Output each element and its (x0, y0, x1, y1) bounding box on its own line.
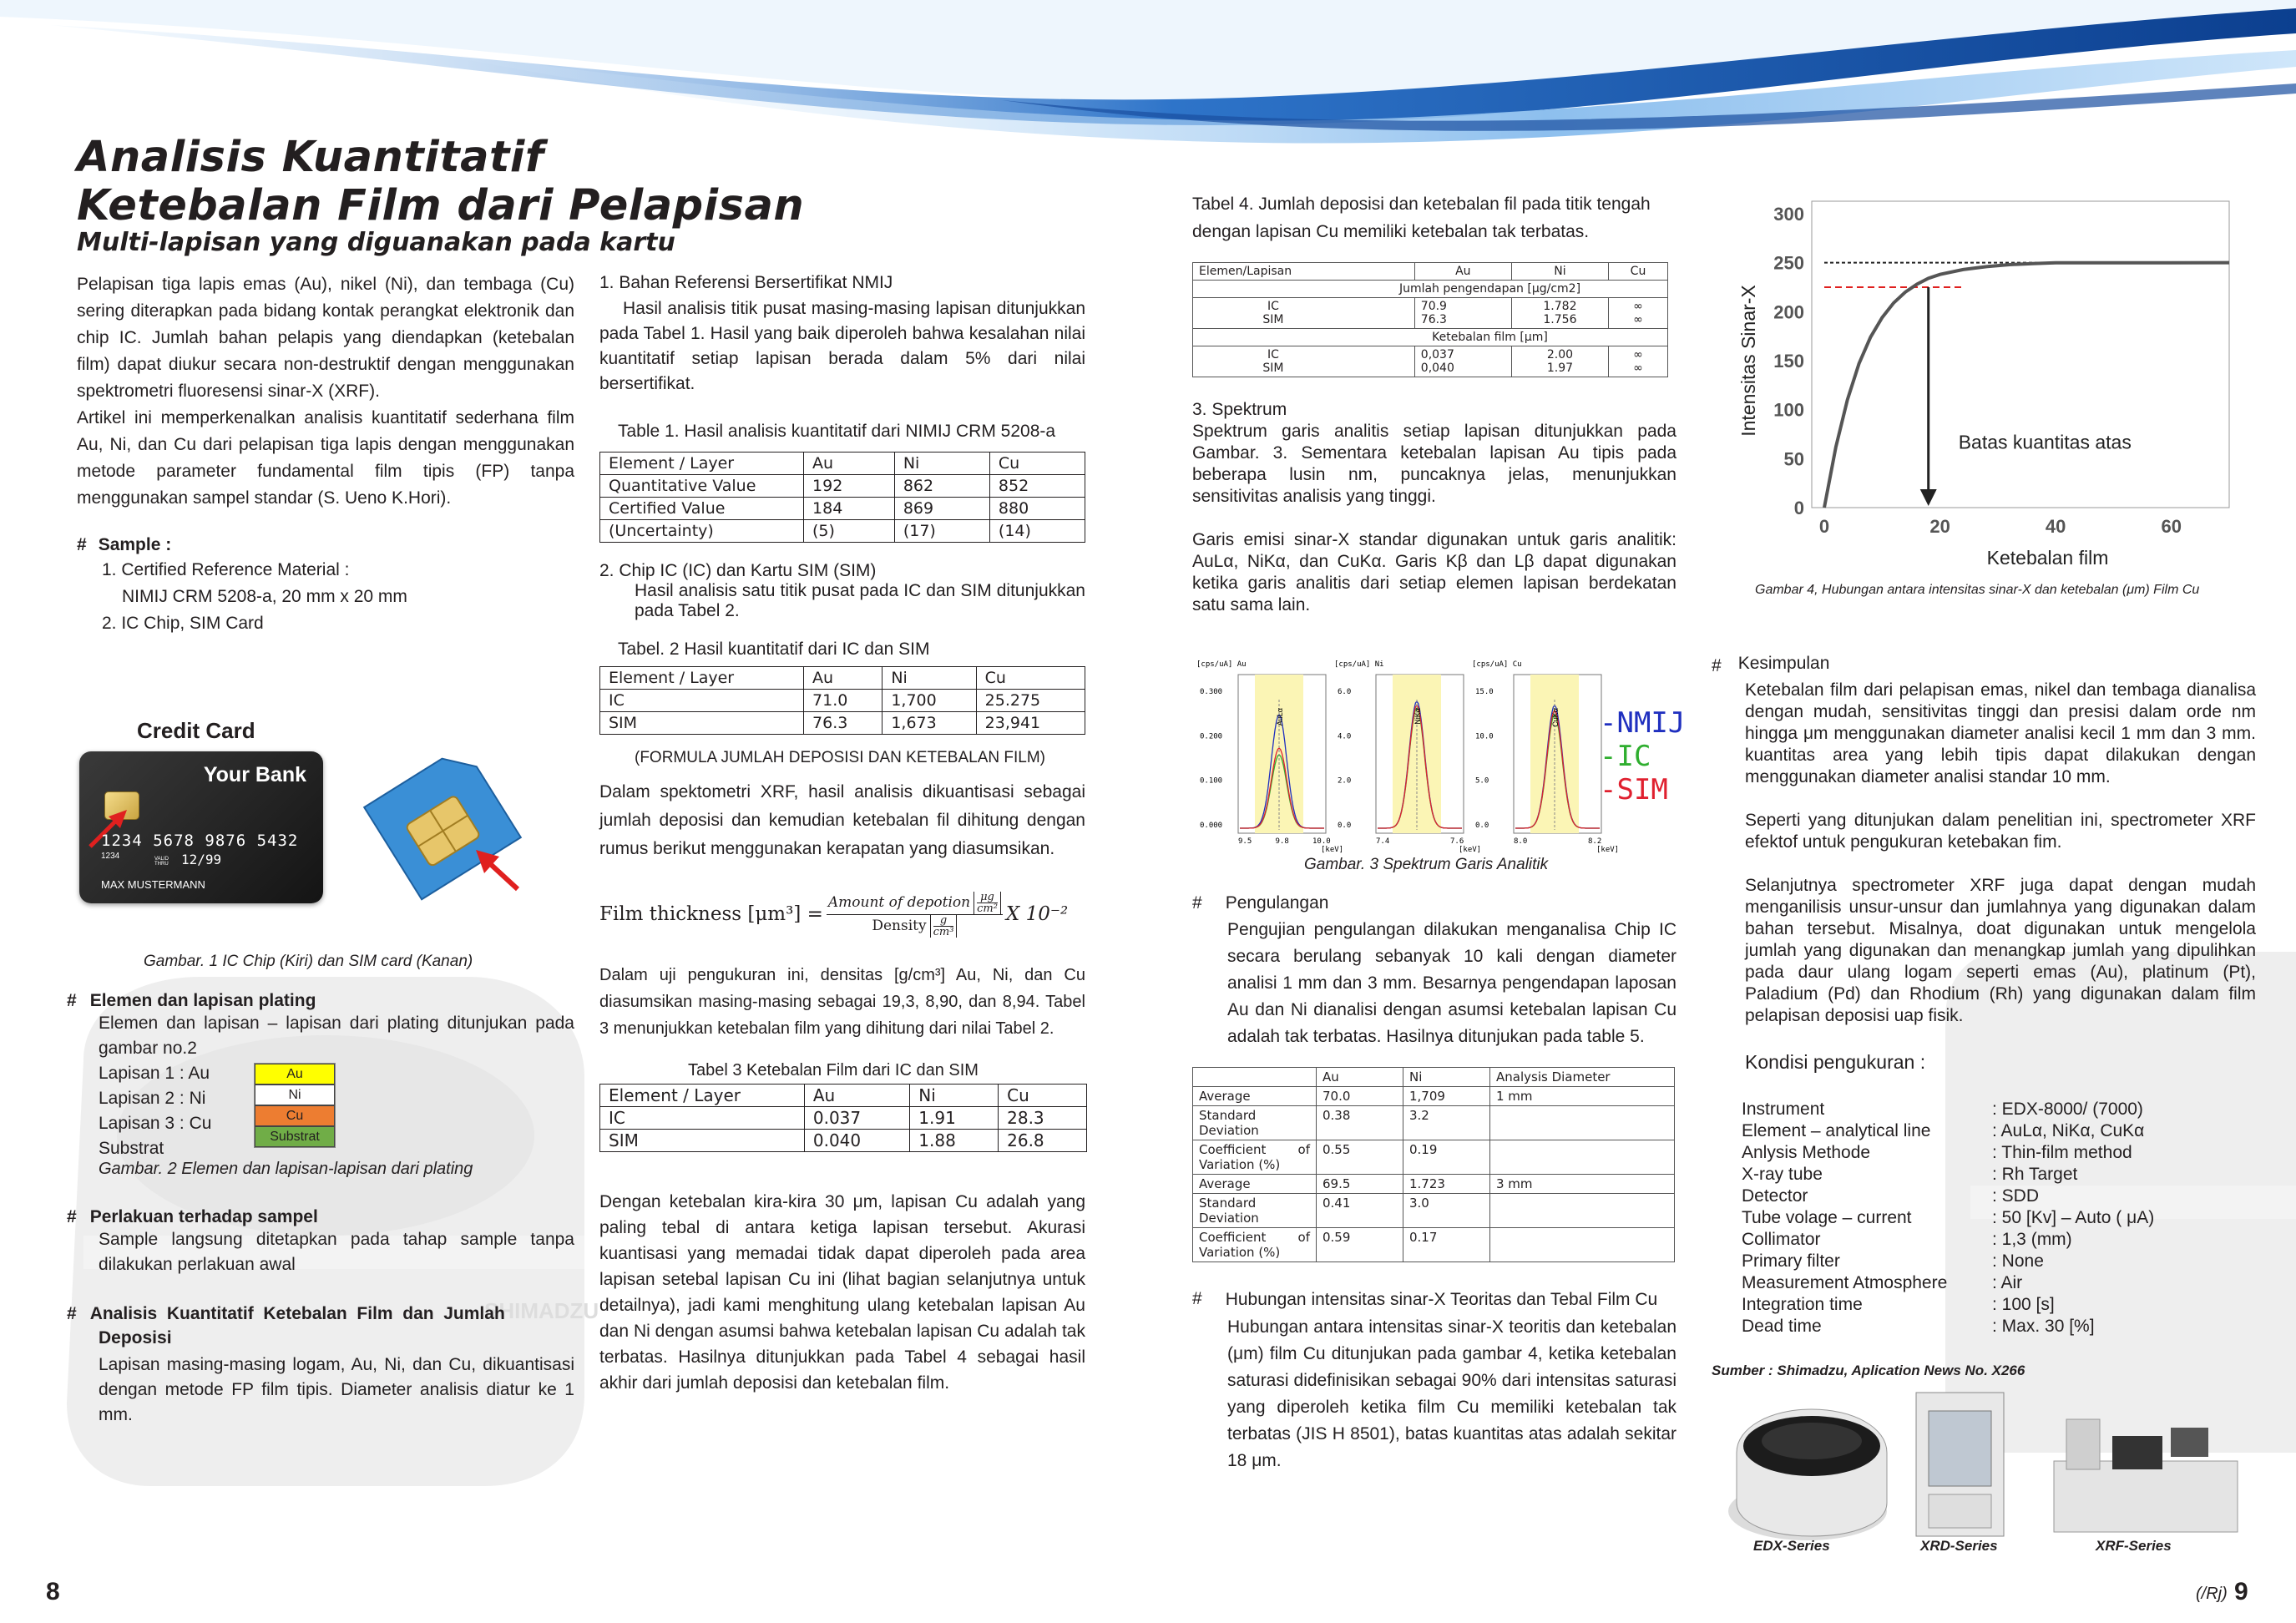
hubungan-text: Hubungan antara intensitas sinar-X teoritis dan ketebalan (μm) film Cu ditunjukan pada gambar 4, ketika ketebalan saturasi didefinisikan sebagai 90% dari intensitas saturasi yang diperoleh ketika film Cu memiliki ketebalan tak terbatas (JIS H 8501), batas kuantitas atas adalah sekitar 18 μm. (1227, 1317, 1676, 1470)
kondisi-row (1742, 1229, 2256, 1251)
table-4-cell (1193, 346, 1415, 377)
layer-label: Lapisan 1 : Au (99, 1064, 210, 1083)
kondisi-row (1742, 1164, 2256, 1186)
spektrum-heading: 3. Spektrum (1192, 400, 1287, 419)
spectrum-x-unit: [keV] (1321, 846, 1344, 854)
table-1-cell: 184 (804, 498, 895, 520)
table-4-value: 1.782 (1543, 300, 1577, 313)
author-tag: (/Rj) (2196, 1585, 2228, 1603)
table-5-cell: 1.723 (1403, 1175, 1490, 1194)
table-2-cell: Au (804, 667, 882, 690)
table-1-cell: 869 (894, 498, 989, 520)
chart-x-tick: 40 (2045, 516, 2066, 537)
table-1-row (600, 475, 1085, 498)
intro-paragraph-2: Artikel ini memperkenalkan analisis kuantitatif sederhana film Au, Ni, dan Cu dari pelapisan tiga lapis dengan menggunakan metode parameter fundamental film tipis (FP) tanpa menggunakan sampel standar (S. Ueno K.Hori). (77, 408, 574, 508)
product-label: EDX-Series (1753, 1538, 1830, 1554)
table-5-cell: Coefficient of Variation (%) (1193, 1228, 1317, 1262)
table-4-cell (1609, 346, 1668, 377)
table-5-cell: 1 mm (1490, 1087, 1675, 1106)
table-5-cell: Average (1193, 1175, 1317, 1194)
table-3-cell: 28.3 (999, 1107, 1087, 1130)
kesimpulan-paragraph-1: Ketebalan film dari pelapisan emas, nikel dan tembaga dianalisa dengan mudah, sensitivitas tinggi dan presisi dalam orde nm hingga μm menggunakan diameter analisi kecil 1 mm dan 3 mm. kuantitas area yang lebih tipis dapat dilakukan dengan menggunakan diameter analisi standar 10 mm. (1745, 680, 2256, 786)
table-1-cell: 192 (804, 475, 895, 498)
table-3-cell: SIM (600, 1130, 805, 1152)
kondisi-key: Instrument (1742, 1100, 1825, 1119)
card-bank-name: Your Bank (203, 763, 306, 786)
table-5-row (1193, 1175, 1675, 1194)
kondisi-key: Tube volage – current (1742, 1208, 1912, 1227)
spectrum-y-tick: 0.0 (1338, 822, 1352, 830)
figure-3-caption: Gambar. 3 Spektrum Garis Analitik (1304, 856, 1549, 873)
spectrum-x-tick: 7.4 (1376, 837, 1390, 846)
table-4-value: ∞ (1633, 313, 1643, 326)
pengulangan-heading: Pengulangan (1225, 893, 1329, 913)
table-1 (599, 452, 1085, 543)
table-3-cell: Element / Layer (600, 1085, 805, 1107)
table-5-cell: 3 mm (1490, 1175, 1675, 1194)
elemen-hash: # (67, 991, 77, 1010)
kondisi-value: : EDX-8000/ (7000) (1992, 1100, 2143, 1119)
table-4-value: 1.756 (1543, 313, 1577, 326)
layer-label: Lapisan 2 : Ni (99, 1089, 206, 1108)
table-3-cell: Au (804, 1085, 909, 1107)
kondisi-row (1742, 1142, 2256, 1164)
spectrum-y-tick: 2.0 (1338, 776, 1352, 786)
card-number: 1234 5678 9876 5432 (101, 832, 299, 850)
table-3-row (600, 1130, 1087, 1152)
table-5-cell: 0.19 (1403, 1140, 1490, 1175)
spectra-legend-item: -SIM (1600, 773, 1668, 806)
table-5-cell: 0.17 (1403, 1228, 1490, 1262)
spectra-legend-item: -IC (1600, 740, 1651, 773)
hubungan-heading: Hubungan intensitas sinar-X Teoritas dan Tebal Film Cu (1225, 1290, 1658, 1309)
intro-paragraph-1: Pelapisan tiga lapis emas (Au), nikel (Ni), dan tembaga (Cu) sering diterapkan pada bidang kontak perangkat elektronik dan chip IC. Jumlah bahan pelapis yang diendapkan (ketebalan film) dapat diukur secara non-destruktif dengan menggunakan spektrometri fluoresensi sinar-X (XRF). (77, 275, 574, 401)
product-images (1720, 1386, 2254, 1553)
table-1-row (600, 498, 1085, 520)
table-2-cell: 23,941 (976, 712, 1085, 735)
card-expiry: 12/99 (181, 852, 222, 867)
product-label: XRF-Series (2096, 1538, 2172, 1554)
spectrum-y-tick: 6.0 (1338, 688, 1352, 696)
table-4-value: 76.3 (1420, 313, 1447, 326)
layer-label: Lapisan 3 : Cu (99, 1114, 212, 1133)
figure-4-caption: Gambar 4, Hubungan antara intensitas sinar-X dan ketebalan (μm) Film Cu (1755, 583, 2200, 597)
table-5-row (1193, 1087, 1675, 1106)
table-5-row (1193, 1194, 1675, 1228)
table-4-value: IC (1267, 300, 1279, 313)
sample-heading: Sample : (98, 535, 172, 554)
table-1-cell: (5) (804, 520, 895, 543)
table-1-cell: (Uncertainty) (600, 520, 804, 543)
table-5-cell (1490, 1140, 1675, 1175)
table-1-cell: 880 (989, 498, 1085, 520)
table-1-row (600, 520, 1085, 543)
formula-rhs: X 10⁻² (1005, 903, 1069, 925)
elemen-text: Elemen dan lapisan – lapisan dari plating ditunjukan pada gambar no.2 (99, 1014, 574, 1058)
table-1-cell: 862 (894, 475, 989, 498)
kondisi-row (1742, 1272, 2256, 1294)
credit-card-figure (79, 751, 323, 903)
item-1-heading: 1. Bahan Referensi Bersertifikat NMIJ (599, 273, 893, 292)
table-4-sub-1: Jumlah pengendapan [μg/cm2] (1193, 281, 1668, 298)
spectrum-x-unit: [keV] (1459, 846, 1482, 854)
table-5-cell: Au (1317, 1068, 1403, 1087)
source-line: Sumber : Shimadzu, Aplication News No. X266 (1712, 1363, 2025, 1378)
spectrum-x-tick: 9.8 (1275, 837, 1289, 846)
table-4-value: 0,040 (1420, 362, 1454, 375)
formula-lhs: Film thickness [μm³] = (599, 903, 823, 925)
table-4-cell (1511, 298, 1608, 329)
kondisi-row (1742, 1316, 2256, 1337)
table-3-caption: Tabel 3 Ketebalan Film dari IC dan SIM (688, 1061, 979, 1079)
table-4-value: ∞ (1633, 300, 1643, 313)
sample-hash: # (77, 535, 87, 554)
spectrum-unit: [cps/uA] Au (1196, 660, 1247, 669)
spectrum-y-tick: 0.300 (1200, 688, 1223, 696)
table-5-row (1193, 1140, 1675, 1175)
spectrum-x-tick: 8.2 (1588, 837, 1602, 846)
spectrum-x-tick: 10.0 (1312, 837, 1331, 846)
sample-item-2: 2. IC Chip, SIM Card (102, 614, 264, 633)
spectrum-y-tick: 10.0 (1475, 732, 1494, 741)
table-1-cell: Cu (989, 453, 1085, 475)
table-2-row (600, 690, 1085, 712)
card-holder: MAX MUSTERMANN (101, 878, 205, 891)
chart-x-label: Ketebalan film (1986, 547, 2109, 569)
spectrum-y-tick: 0.000 (1200, 822, 1223, 830)
table-5-cell: 3.0 (1403, 1194, 1490, 1228)
table-1-cell: Ni (894, 453, 989, 475)
kondisi-value: : AuLα, NiKα, CuKα (1992, 1121, 2145, 1140)
table-5-cell: Average (1193, 1087, 1317, 1106)
table-3-cell: 0.037 (804, 1107, 909, 1130)
closing-text: Dengan ketebalan kira-kira 30 μm, lapisan Cu adalah yang paling tebal di antara ketiga lapisan tersebut. Akurasi kuantisasi yang memadai tidak dapat diperoleh pada area lapisan setebal lapisan Cu ini (lihat bagian selanjutnya untuk detailnya), jadi kami menghitung ulang ketebalan lapisan Au dan Ni dengan asumsi bahwa ketebalan lapisan Cu adalah tak terbatas. Hasilnya ditunjukkan pada Tabel 4 sebagai hasil akhir dari jumlah deposisi dan ketebalan film. (599, 1192, 1085, 1393)
table-4-value: ∞ (1633, 348, 1643, 362)
table-5-row (1193, 1228, 1675, 1262)
kondisi-row (1742, 1294, 2256, 1316)
table-5 (1192, 1067, 1675, 1262)
table-4-caption: Tabel 4. Jumlah deposisi dan ketebalan fil pada titik tengah dengan lapisan Cu memiliki ketebalan tak terbatas. (1192, 195, 1651, 241)
chart-x-tick: 0 (1818, 516, 1830, 537)
table-5-header-row (1193, 1068, 1675, 1087)
item-2-text: Hasil analisis satu titik pusat pada IC dan SIM ditunjukkan pada Tabel 2. (635, 581, 1085, 620)
kesimpulan-paragraph-2: Seperti yang ditunjukan dalam penelitian ini, spectrometer XRF efektof untuk pengukuran ketebakan fim. (1745, 811, 2256, 852)
kondisi-key: Anlysis Methode (1742, 1143, 1871, 1162)
sample-item-1-detail: NIMIJ CRM 5208-a, 20 mm x 20 mm (122, 587, 407, 606)
spectrum-peak-label: AuLα (1276, 708, 1284, 726)
kondisi-value: : 100 [s] (1992, 1295, 2055, 1314)
formula-den-unit-top: g (933, 915, 954, 927)
kondisi-value: : None (1992, 1251, 2044, 1271)
analisis-hash: # (67, 1304, 77, 1323)
chart-x-tick: 60 (2161, 516, 2182, 537)
table-5-cell: 0.41 (1317, 1194, 1403, 1228)
table-4-header-cell: Cu (1609, 263, 1668, 281)
kondisi-key: Collimator (1742, 1230, 1821, 1249)
spectrum-y-tick: 15.0 (1475, 688, 1494, 696)
hubungan-hash: # (1192, 1289, 1202, 1308)
pengulangan-text: Pengujian pengulangan dilakukan menganalisa Chip IC secara berulang sebanyak 10 kali dengan diameter analisi 1 mm dan 3 mm. Besarnya pengendapan laposan Au dan Ni dianalisi dengan asumsi ketebalan lapisan Cu adalah tak terbatas. Hasilnya ditunjukan pada table 5. (1227, 920, 1676, 1046)
table-3-cell: Ni (910, 1085, 999, 1107)
page-number-right: 9 (2234, 1578, 2248, 1605)
page-number-left: 8 (46, 1578, 60, 1605)
table-2-cell: Cu (976, 667, 1085, 690)
spectrum-unit: [cps/uA] Cu (1472, 660, 1522, 669)
layer-label: Substrat (99, 1139, 164, 1158)
table-4-cell (1414, 298, 1511, 329)
spectra-legend (1600, 706, 1685, 806)
kesimpulan-hash: # (1712, 656, 1722, 675)
layer-box: Cu (255, 1105, 335, 1126)
product-label: XRD-Series (1920, 1538, 1998, 1554)
table-2-caption: Tabel. 2 Hasil kuantitatif dari IC dan SIM (618, 640, 930, 659)
kondisi-value: : Air (1992, 1273, 2023, 1292)
column-3 (1192, 190, 1676, 616)
spectrum-y-tick: 0.100 (1200, 776, 1223, 786)
table-4-value: 0,037 (1420, 348, 1454, 362)
table-4-header-cell: Ni (1511, 263, 1608, 281)
article-subtitle: Multi-lapisan yang diguanakan pada kartu (77, 228, 675, 257)
table-4-cell (1414, 346, 1511, 377)
table-1-cell: Element / Layer (600, 453, 804, 475)
table-4-value: 2.00 (1546, 348, 1574, 362)
layer-box: Au (255, 1064, 335, 1085)
garis-text: Garis emisi sinar-X standar digunakan untuk garis analitik: AuLα, NiKα, dan CuKα. Garis Kβ dan Lβ dapat digunakan ketika garis analitis dari setiap elemen lapisan berdekatan satu sama lain. (1192, 530, 1676, 614)
kondisi-row (1742, 1120, 2256, 1142)
chart-y-label: Intensitas Sinar-X (1737, 285, 1759, 437)
table-3-cell: IC (600, 1107, 805, 1130)
table-3-cell: 26.8 (999, 1130, 1087, 1152)
table-4-value: 70.9 (1420, 300, 1447, 313)
table-2-cell: 1,700 (882, 690, 976, 712)
kondisi-key: Dead time (1742, 1317, 1822, 1336)
spectrum-peak-label: CuKα (1551, 708, 1560, 727)
analisis-text: Lapisan masing-masing logam, Au, Ni, dan Cu, dikuantisasi dengan metode FP film tipis. Diameter analisis diatur ke 1 mm. (99, 1355, 574, 1424)
table-1-cell: Certified Value (600, 498, 804, 520)
kondisi-key: Primary filter (1742, 1251, 1840, 1271)
analisis-heading: Analisis Kuantitatif Ketebalan Film dan Jumlah (89, 1304, 505, 1323)
kesimpulan-heading: Kesimpulan (1737, 654, 1830, 673)
table-5-cell: Coefficient of Variation (%) (1193, 1140, 1317, 1175)
table-2-cell: Ni (882, 667, 976, 690)
chart-annotation: Batas kuantitas atas (1958, 431, 2132, 453)
table-3-cell: 1.88 (910, 1130, 999, 1152)
kondisi-value: : Max. 30 [%] (1992, 1317, 2095, 1336)
table-4-header-cell: Elemen/Lapisan (1193, 263, 1415, 281)
kesimpulan-paragraph-3: Selanjutnya spectrometer XRF juga dapat dengan mudah menganilisis unsur-unsur dan jumlahnya yang digunakan dalam bahan tersebut. Misalnya, doat digunakan untuk mengelola jumlah yang digunakan dan menangkap jumlah yang dipulihkan pada daur ulang logam seperti emas (Au), platinum (Pt), Paladium (Pd) dan Rhodium (Rh) yang digunakan dalam film pelapisan deposisi uap fisik. (1745, 876, 2256, 1025)
spectrum-x-tick: 7.6 (1450, 837, 1464, 846)
chart-y-tick: 150 (1773, 351, 1804, 372)
table-5-cell: Standard Deviation (1193, 1194, 1317, 1228)
item-1-text: Hasil analisis titik pusat masing-masing lapisan ditunjukkan pada Tabel 1. Hasil yang baik diperoleh bahwa kesalahan nilai kuantitatif setiap lapisan berada dalam 5% dari nilai bersertifikat. (599, 299, 1085, 393)
table-4-cell (1193, 298, 1415, 329)
table-1-cell: Quantitative Value (600, 475, 804, 498)
table-4 (1192, 262, 1668, 377)
kondisi-value: : Thin-film method (1992, 1143, 2132, 1162)
table-5-cell: 0.59 (1317, 1228, 1403, 1262)
article-title (77, 134, 804, 230)
kondisi-row (1742, 1186, 2256, 1207)
item-2-heading: 2. Chip IC (IC) dan Kartu SIM (SIM) (599, 561, 877, 580)
formula-caption: (FORMULA JUMLAH DEPOSISI DAN KETEBALAN FILM) (635, 749, 1045, 766)
formula (599, 882, 1085, 947)
column-1-lower (67, 991, 574, 1428)
spectrum-y-tick: 0.200 (1200, 732, 1223, 741)
spektrum-text: Spektrum garis analitis setiap lapisan ditunjukkan pada Gambar. 3. Sementara ketebalan lapisan Au tipis pada beberapa lusin nm, puncaknya jelas, menunjukkan sensitivitas analisis yang tinggi. (1192, 422, 1676, 506)
table-4-value: ∞ (1633, 362, 1643, 375)
table-3 (599, 1084, 1087, 1152)
table-1-cell: Au (804, 453, 895, 475)
chart-y-tick: 200 (1773, 301, 1804, 323)
kondisi-value: : Rh Target (1992, 1165, 2078, 1184)
layer-diagram (99, 1061, 574, 1160)
formula-numerator: Amount of depotion (827, 894, 971, 911)
spectrum-peak-label: NiKα (1414, 708, 1422, 725)
table-4-value: SIM (1262, 362, 1284, 375)
table-5-cell: Analysis Diameter (1490, 1068, 1675, 1087)
kondisi-key: Detector (1742, 1186, 1808, 1206)
table-4-cell (1511, 346, 1608, 377)
chart-frame (1812, 201, 2229, 508)
spectrum-x-tick: 8.0 (1514, 837, 1528, 846)
spectrum-y-tick: 4.0 (1338, 732, 1352, 741)
sample-item-1: 1. Certified Reference Material : (102, 560, 350, 579)
perlakuan-hash: # (67, 1207, 77, 1226)
pengulangan-hash: # (1192, 893, 1202, 913)
kondisi-row (1742, 1207, 2256, 1229)
kondisi-row (1742, 1099, 2256, 1120)
table-3-row (600, 1107, 1087, 1130)
table-2-cell: SIM (600, 712, 804, 735)
table-1-cell: (14) (989, 520, 1085, 543)
kondisi-row (1742, 1251, 2256, 1272)
kondisi-key: Integration time (1742, 1295, 1863, 1314)
table-2-cell: 25.275 (976, 690, 1085, 712)
table-5-cell: 69.5 (1317, 1175, 1403, 1194)
spectra-legend-item: -NMIJ (1600, 706, 1686, 740)
table-2 (599, 666, 1085, 735)
spectrum-y-tick: 0.0 (1475, 822, 1489, 830)
table-3-cell: 0.040 (804, 1130, 909, 1152)
kondisi-value: : 50 [Kv] – Auto ( μA) (1992, 1208, 2155, 1227)
chart-y-tick: 50 (1783, 448, 1804, 470)
table-5-cell: 3.2 (1403, 1106, 1490, 1140)
kondisi-value: : SDD (1992, 1186, 2040, 1206)
table-5-cell: 1,709 (1403, 1087, 1490, 1106)
table-4-header-cell: Au (1414, 263, 1511, 281)
table-2-cell: 1,673 (882, 712, 976, 735)
table-1-caption: Table 1. Hasil analisis kuantitatif dari NIMIJ CRM 5208-a (618, 422, 1056, 441)
chart-y-tick: 0 (1793, 498, 1804, 518)
card-valid-label: VALID THRU (154, 857, 169, 867)
table-5-cell: 0.38 (1317, 1106, 1403, 1140)
kondisi-key: X-ray tube (1742, 1165, 1823, 1184)
chart-y-tick: 300 (1773, 204, 1804, 225)
table-1-cell: 852 (989, 475, 1085, 498)
kondisi-heading: Kondisi pengukuran : (1745, 1051, 1926, 1073)
table-2-cell: Element / Layer (600, 667, 804, 690)
layer-box: Substrat (255, 1126, 335, 1147)
spectrum-y-tick: 5.0 (1475, 776, 1489, 786)
table-3-cell: 1.91 (910, 1107, 999, 1130)
table-1-header-row (600, 453, 1085, 475)
table-5-cell: Ni (1403, 1068, 1490, 1087)
column-2 (599, 270, 1085, 1396)
table-5-cell (1490, 1228, 1675, 1262)
elemen-heading: Elemen dan lapisan plating (89, 991, 316, 1010)
chart-y-tick: 100 (1773, 399, 1804, 421)
table-4-cell (1609, 298, 1668, 329)
table-5-cell (1193, 1068, 1317, 1087)
title-line-2: Ketebalan Film dari Pelapisan (77, 181, 805, 230)
card-small-number: 1234 (101, 852, 120, 861)
table-2-header-row (600, 667, 1085, 690)
figure-1-caption: Gambar. 1 IC Chip (Kiri) dan SIM card (Kanan) (144, 953, 473, 970)
table-5-row (1193, 1106, 1675, 1140)
table-5-cell (1490, 1194, 1675, 1228)
xrf-text: Dalam spektometri XRF, hasil analisis dikuantisasi sebagai jumlah deposisi dan kemudian ketebalan fil dihitung dengan rumus berikut menggunakan kerapatan yang diasumsikan. (599, 782, 1085, 858)
spectrum-unit: [cps/uA] Ni (1334, 660, 1384, 669)
formula-den-unit-bot: cm³ (933, 925, 954, 938)
table-4-sub-2: Ketebalan film [μm] (1193, 329, 1668, 346)
kondisi-list (1742, 1099, 2256, 1337)
kondisi-value: : 1,3 (mm) (1992, 1230, 2072, 1249)
formula-denominator: Density (872, 918, 927, 934)
perlakuan-heading: Perlakuan terhadap sampel (89, 1207, 318, 1226)
column-3-lower (1192, 890, 1676, 1474)
table-4-value: 1.97 (1546, 362, 1574, 375)
spectrum-x-tick: 9.5 (1238, 837, 1252, 846)
perlakuan-text: Sample langsung ditetapkan pada tahap sample tanpa dilakukan perlakuan awal (99, 1230, 574, 1274)
table-5-cell: 0.55 (1317, 1140, 1403, 1175)
table-5-cell: Standard Deviation (1193, 1106, 1317, 1140)
table-5-cell (1490, 1106, 1675, 1140)
intensity-chart (1728, 182, 2246, 574)
kondisi-key: Measurement Atmosphere (1742, 1273, 1948, 1292)
layer-box: Ni (255, 1085, 335, 1105)
table-2-cell: 71.0 (804, 690, 882, 712)
table-2-row (600, 712, 1085, 735)
chart-y-tick: 250 (1773, 252, 1804, 274)
watermark-brand: SHIMADZU (484, 1298, 599, 1323)
density-text: Dalam uji pengukuran ini, densitas [g/cm³] Au, Ni, dan Cu diasumsikan masing-masing sebagai 19,3, 8,90, dan 8,94. Tabel 3 menunjukkan ketebalan film yang dihitung dari nilai Tabel 2. (599, 966, 1085, 1038)
table-3-header-row (600, 1085, 1087, 1107)
formula-num-unit-bot: cm² (977, 902, 998, 915)
chart-x-tick: 20 (1929, 516, 1950, 537)
table-2-cell: IC (600, 690, 804, 712)
table-3-cell: Cu (999, 1085, 1087, 1107)
table-5-cell: 70.0 (1317, 1087, 1403, 1106)
column-1 (77, 271, 574, 637)
spectra-figure (1192, 656, 1693, 857)
kondisi-key: Element – analytical line (1742, 1121, 1931, 1140)
table-4-value: SIM (1262, 313, 1284, 326)
analisis-heading-2: Deposisi (99, 1328, 172, 1347)
spectrum-x-unit: [keV] (1596, 846, 1620, 854)
table-4-value: IC (1267, 348, 1279, 362)
table-1-cell: (17) (894, 520, 989, 543)
column-4 (1712, 653, 2256, 1379)
formula-num-unit-top: μg (977, 892, 998, 903)
table-2-cell: 76.3 (804, 712, 882, 735)
sim-card-figure (351, 735, 534, 910)
figure-2-caption: Gambar. 2 Elemen dan lapisan-lapisan dari plating (99, 1160, 473, 1178)
credit-card-label: Credit Card (137, 718, 255, 743)
title-line-1: Analisis Kuantitatif (77, 133, 544, 182)
